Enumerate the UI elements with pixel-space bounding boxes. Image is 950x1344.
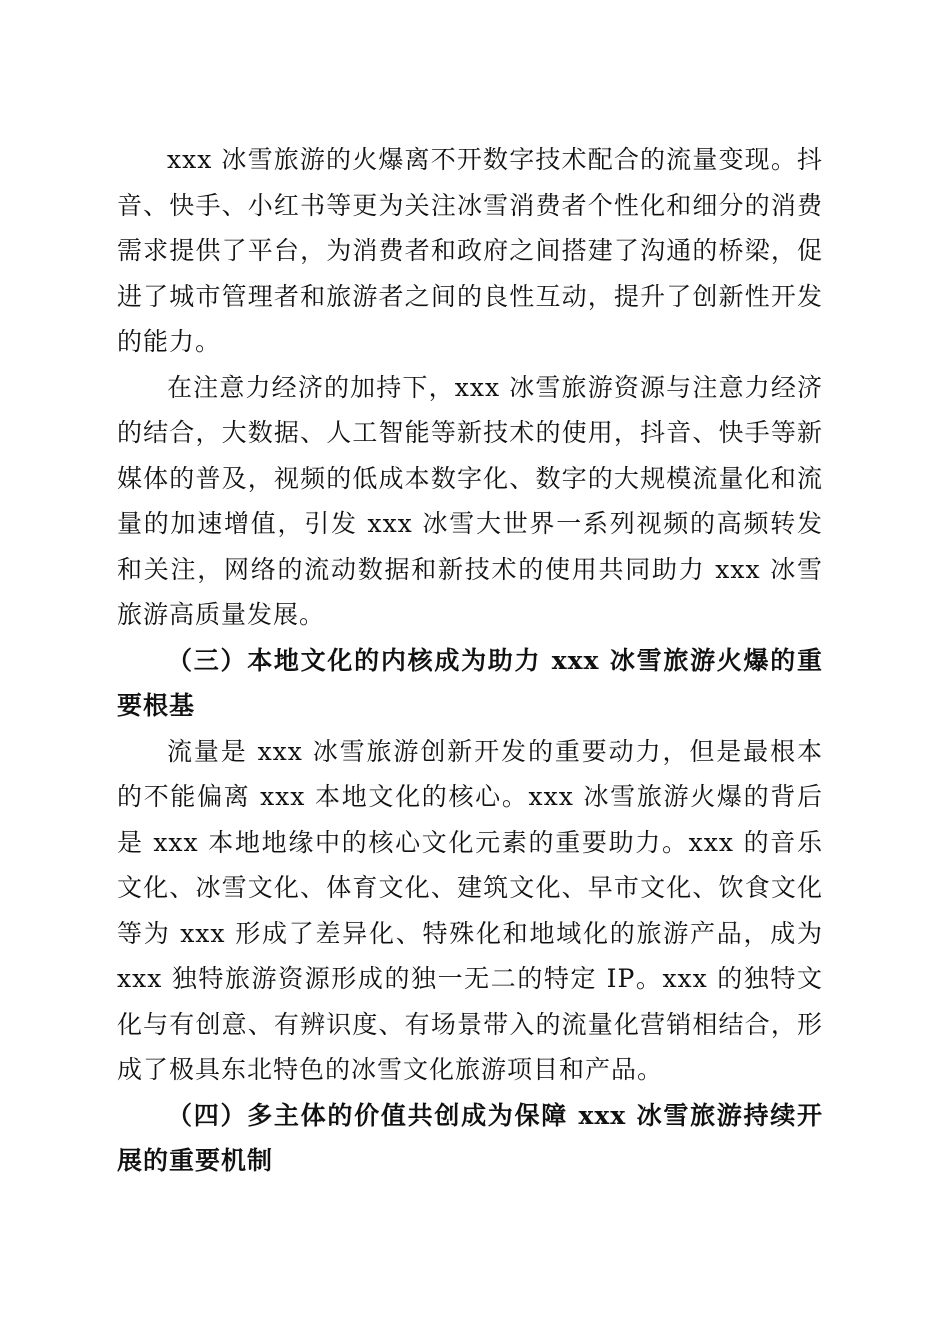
document-body	[117, 137, 823, 1184]
section-heading-4: （四）多主体的价值共创成为保障 xxx 冰雪旅游持续开展的重要机制	[117, 1100, 823, 1175]
paragraph-digital-traffic: xxx 冰雪旅游的火爆离不开数字技术配合的流量变现。抖音、快手、小红书等更为关注冰雪消费者个性化和细分的消费需求提供了平台，为消费者和政府之间搭建了沟通的桥梁，促进了城市管理者和旅游者之间的良性互动，提升了创新性开发的能力。	[117, 145, 823, 356]
section-heading-3: （三）本地文化的内核成为助力 xxx 冰雪旅游火爆的重要根基	[117, 645, 823, 720]
paragraph-attention-economy: 在注意力经济的加持下，xxx 冰雪旅游资源与注意力经济的结合，大数据、人工智能等新技术的使用，抖音、快手等新媒体的普及，视频的低成本数字化、数字的大规模流量化和流量的加速增值，引发 xxx 冰雪大世界一系列视频的高频转发和关注，网络的流动数据和新技术的使用共同助力 xxx 冰雪旅游高质量发展。	[117, 372, 823, 629]
paragraph-local-culture: 流量是 xxx 冰雪旅游创新开发的重要动力，但是最根本的不能偏离 xxx 本地文化的核心。xxx 冰雪旅游火爆的背后是 xxx 本地地缘中的核心文化元素的重要助力。xxx 的音乐文化、冰雪文化、体育文化、建筑文化、早市文化、饮食文化等为 xxx 形成了差异化、特殊化和地域化的旅游产品，成为 xxx 独特旅游资源形成的独一无二的特定 IP。xxx 的独特文化与有创意、有辨识度、有场景带入的流量化营销相结合，形成了极具东北特色的冰雪文化旅游项目和产品。	[117, 736, 823, 1084]
